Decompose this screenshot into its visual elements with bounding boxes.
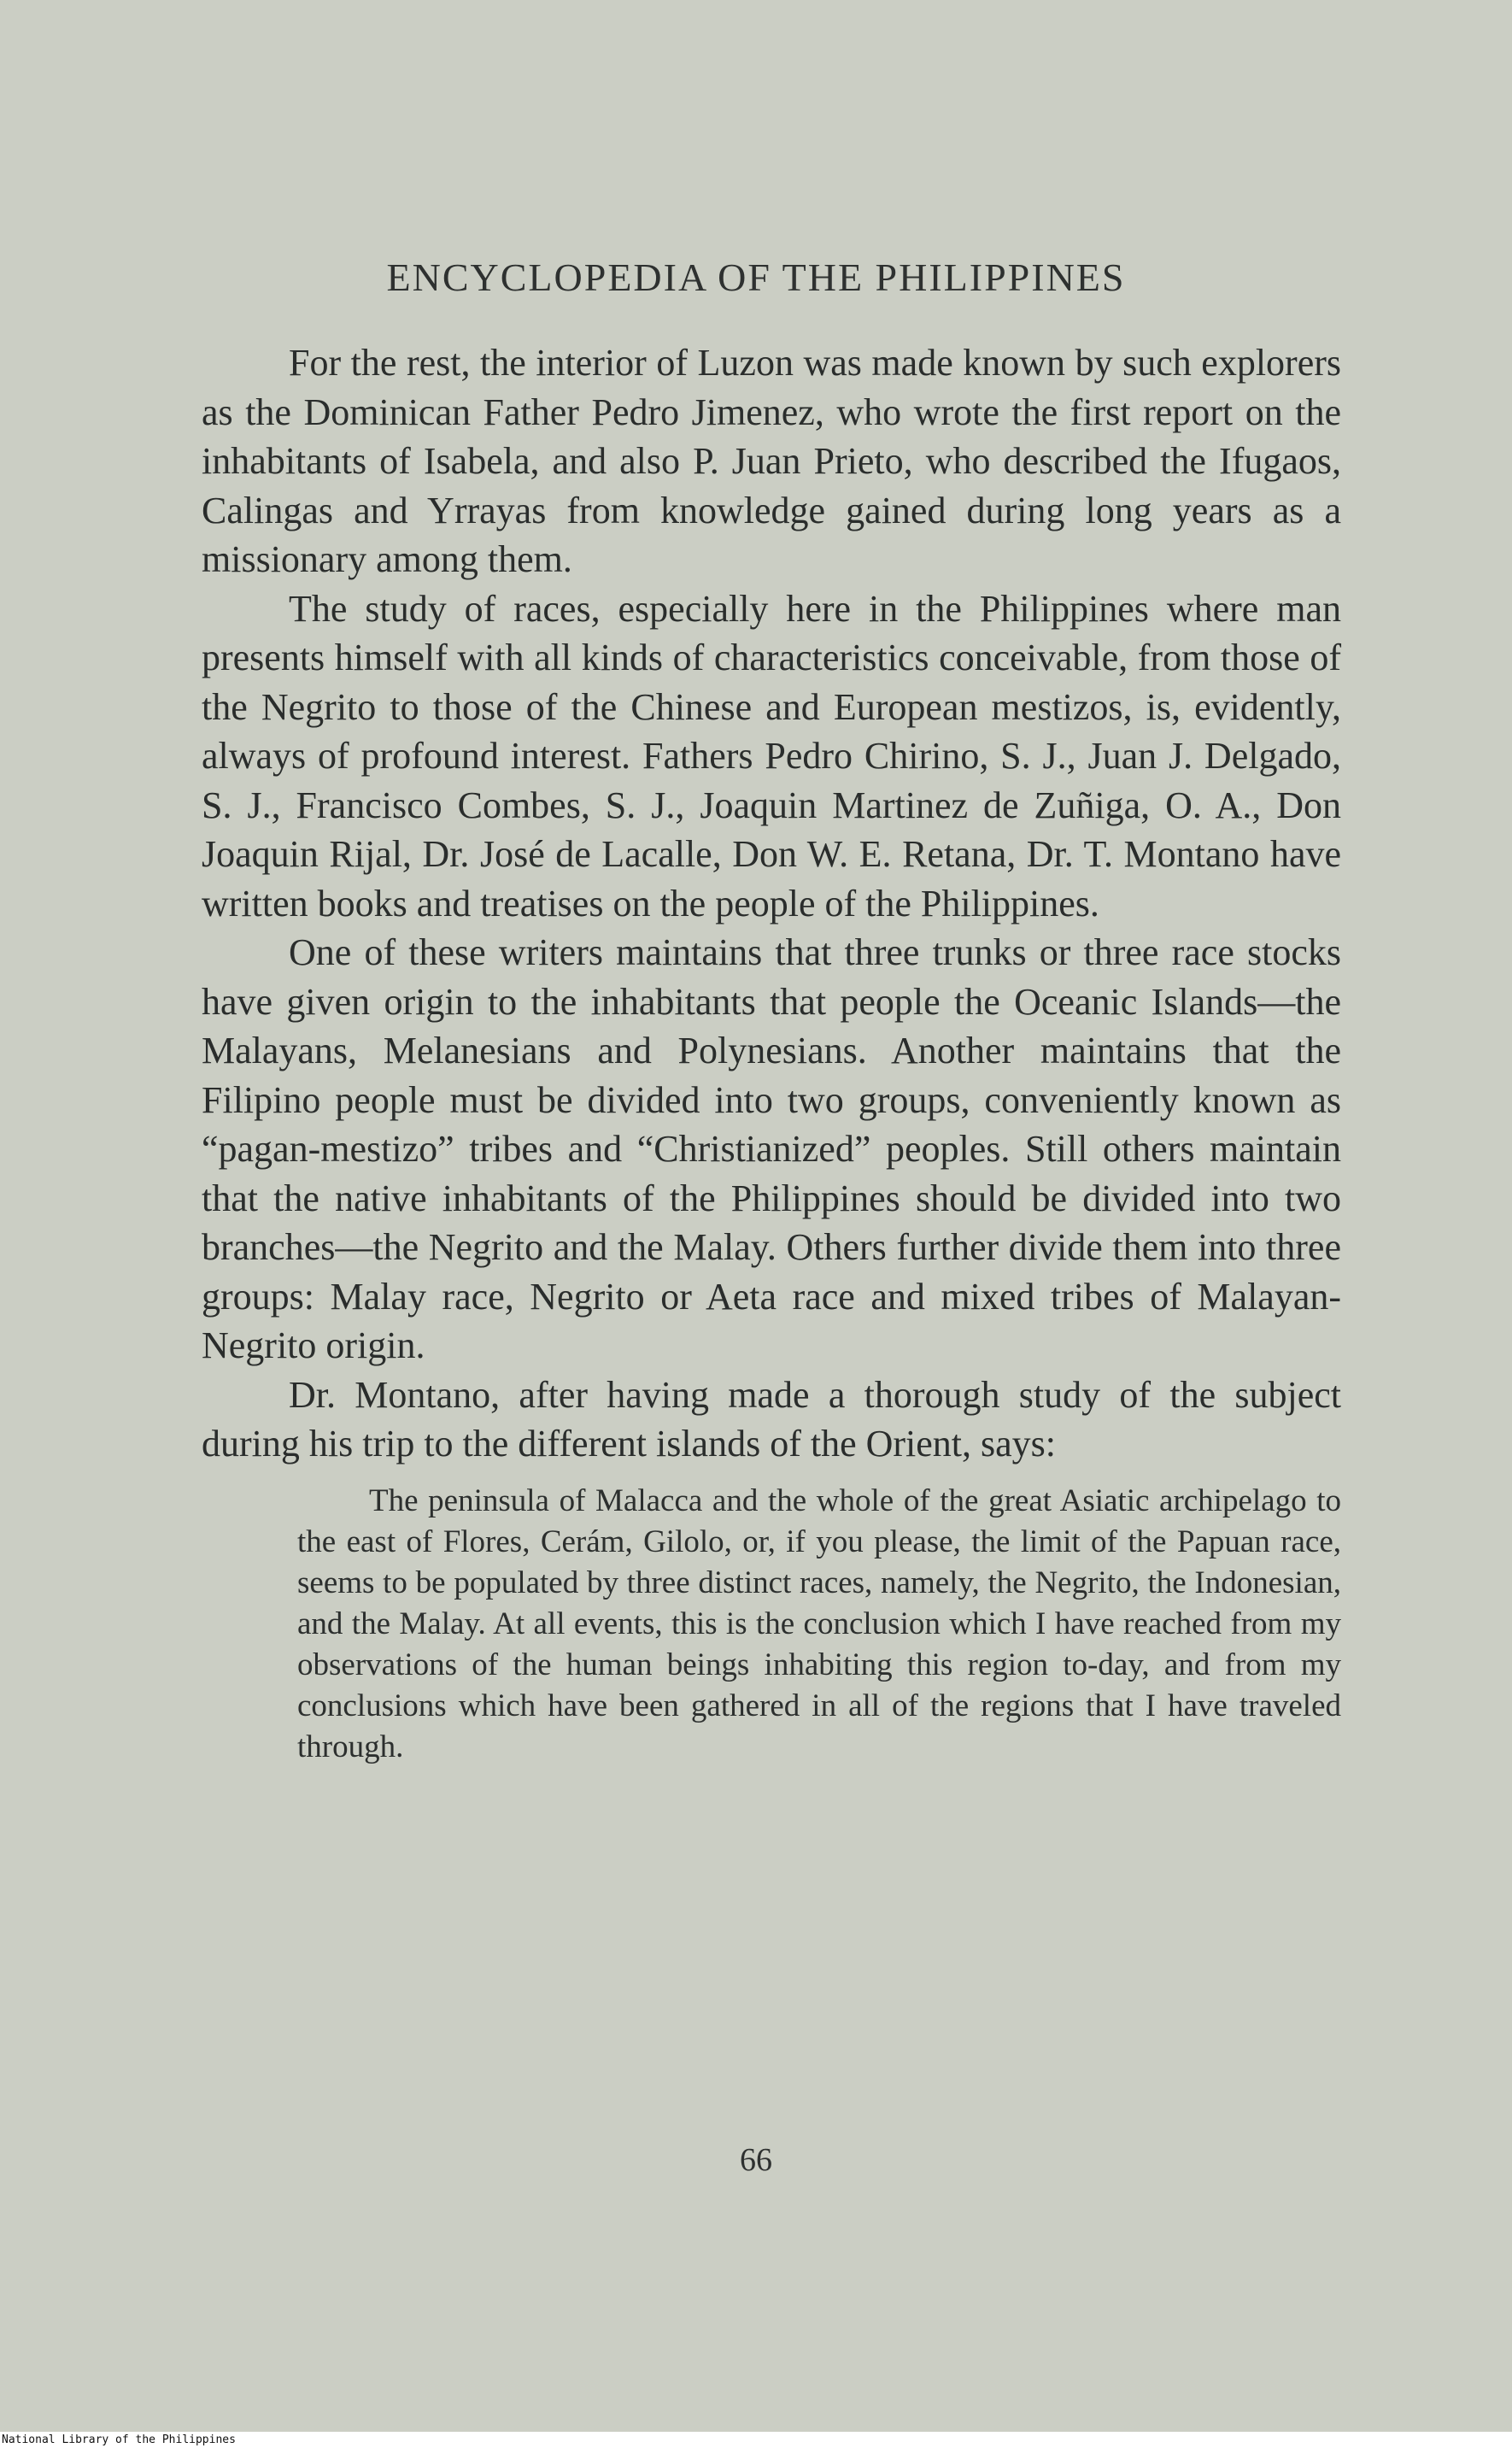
paragraph-luzon-explorers: For the rest, the interior of Luzon was made known by such explorers as the Dominican Father Pedro Jimenez, who wrote the first report on the inhabitants of Isabela, and also P. Juan Prieto, who described the Ifugaos, Calingas and Yrrayas from knowledge gained during long years as a missionary among them. [202,342,1341,580]
paragraph-race-classifications: One of these writers maintains that three trunks or three race stocks have given origin to the inhabitants that people the Oceanic Islands—the Malayans, Melanesians and Polynesians. Another maintains that the Filipino people must be divided into two groups, conveniently known as “pagan-mestizo” tribes and “Christianized” peoples. Still others maintain that the native inhabitants of the Philippines should be divided into two branches—the Negrito and the Malay. Others further divide them into three groups: Malay race, Negrito or Aeta race and mixed tribes of Malayan-Negrito origin. [202,931,1341,1366]
running-header: ENCYCLOPEDIA OF THE PHILIPPINES [386,255,1126,299]
footer-credit: National Library of the Philippines [0,2432,1512,2448]
paragraph-montano-intro: Dr. Montano, after having made a thorough study of the subject during his trip to the different islands of the Orient, says: [202,1373,1341,1465]
body-text [202,338,1341,1768]
page-number: 66 [740,2142,772,2178]
paragraph-study-of-races: The study of races, especially here in the Philippines where man presents himself with all kinds of characteristics conceivable, from those of the Negrito to those of the Chinese and European mestizos, is, evidently, always of profound interest. Fathers Pedro Chirino, S. J., Juan J. Delgado, S. J., Francisco Combes, S. J., Joaquin Martinez de Zuñiga, O. A., Don Joaquin Rijal, Dr. José de Lacalle, Don W. E. Retana, Dr. T. Montano have written books and treatises on the people of the Philippines. [202,587,1341,925]
block-quote: The peninsula of Malacca and the whole of the great Asiatic archipelago to the east of Flores, Cerám, Gilolo, or, if you please, the limit of the Papuan race, seems to be populated by three distinct races, namely, the Negrito, the Indonesian, and the Malay. At all events, this is the conclusion which I have reached from my observations of the human beings inhabiting this region to-day, and from my conclusions which have been gathered in all of the regions that I have traveled through. [297,1482,1341,1764]
